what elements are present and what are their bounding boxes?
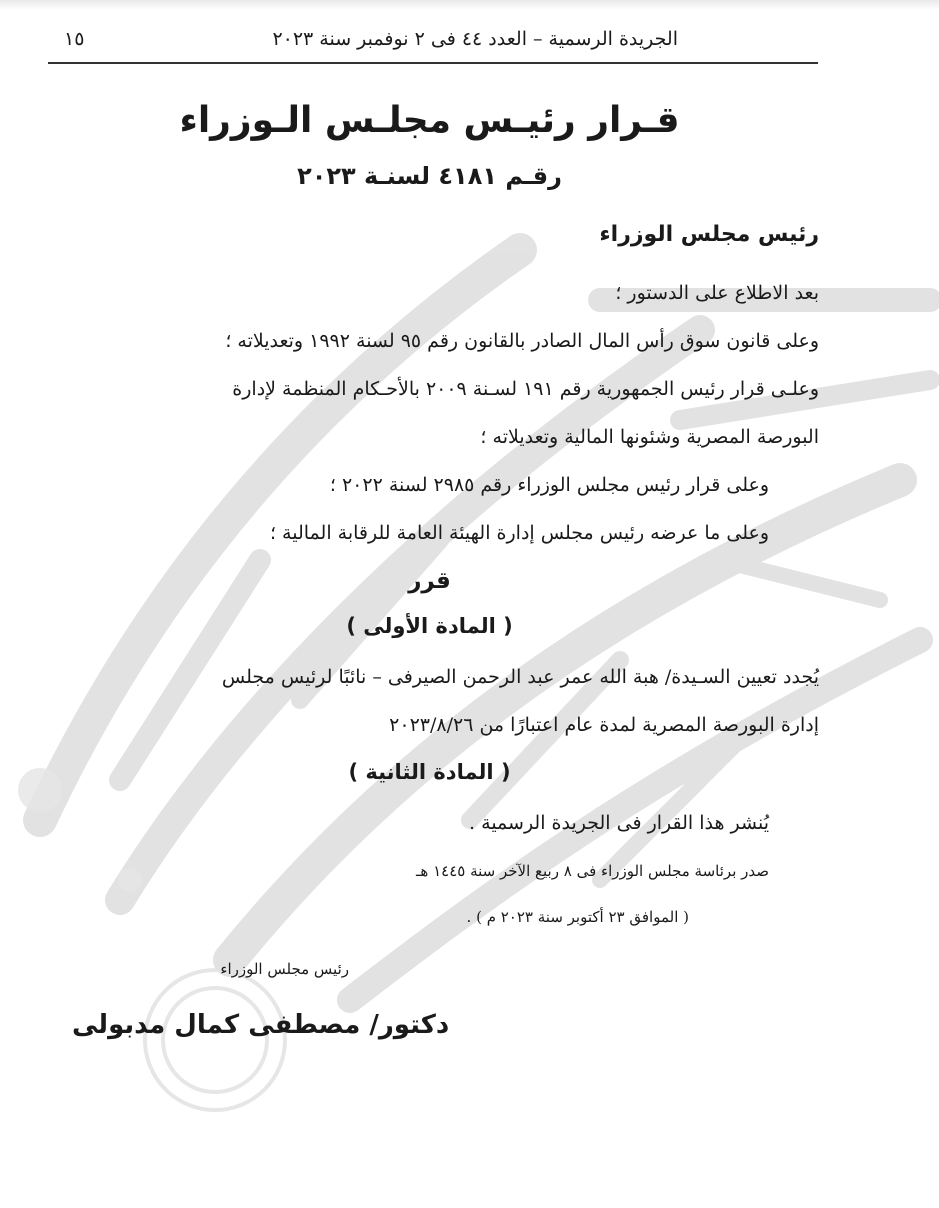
issuer-heading: رئيس مجلس الوزراء (599, 222, 819, 247)
preamble-line: بعد الاطلاع على الدستور ؛ (615, 282, 819, 304)
issued-date-gregorian: ( الموافق ٢٣ أكتوبر سنة ٢٠٢٣ م ) . (466, 908, 689, 926)
page-header (48, 22, 818, 64)
article-2-text: يُنشر هذا القرار فى الجريدة الرسمية . (469, 812, 769, 834)
preamble-line: وعلى ما عرضه رئيس مجلس إدارة الهيئة العامة للرقابة المالية ؛ (269, 522, 769, 544)
article-1-line: يُجدد تعيين السـيدة/ هبة الله عمر عبد الرحمن الصيرفى – نائبًا لرئيس مجلس (221, 666, 819, 688)
article-1-heading: ( المادة الأولى ) (346, 614, 513, 638)
article-1-line: إدارة البورصة المصرية لمدة عام اعتبارًا من ٢٠٢٣/٨/٢٦ (389, 714, 819, 736)
article-2-heading: ( المادة الثانية ) (348, 760, 511, 784)
preamble-line: وعلى قانون سوق رأس المال الصادر بالقانون رقم ٩٥ لسنة ١٩٩٢ وتعديلاته ؛ (225, 330, 819, 352)
decided-heading: قرر (408, 568, 451, 594)
signatory-title: رئيس مجلس الوزراء (220, 960, 349, 978)
page-number: ١٥ (64, 28, 85, 50)
header-title: الجريدة الرسمية – العدد ٤٤ فى ٢ نوفمبر سنة ٢٠٢٣ (272, 28, 678, 50)
preamble-line: وعلـى قرار رئيس الجمهورية رقم ١٩١ لسـنة ٢٠٠٩ بالأحـكام المنظمة لإدارة (232, 378, 819, 400)
decree-title: قـرار رئيـس مجلـس الـوزراء (179, 100, 680, 141)
issued-date-hijri: صدر برئاسة مجلس الوزراء فى ٨ ربيع الآخر سنة ١٤٤٥ هـ (416, 862, 769, 880)
preamble-line: وعلى قرار رئيس مجلس الوزراء رقم ٢٩٨٥ لسنة ٢٠٢٢ ؛ (329, 474, 769, 496)
signatory-name: دكتور/ مصطفى كمال مدبولى (72, 1010, 450, 1040)
preamble-line: البورصة المصرية وشئونها المالية وتعديلاته ؛ (480, 426, 819, 448)
decree-number: رقـم ٤١٨١ لسنـة ٢٠٢٣ (297, 162, 562, 190)
